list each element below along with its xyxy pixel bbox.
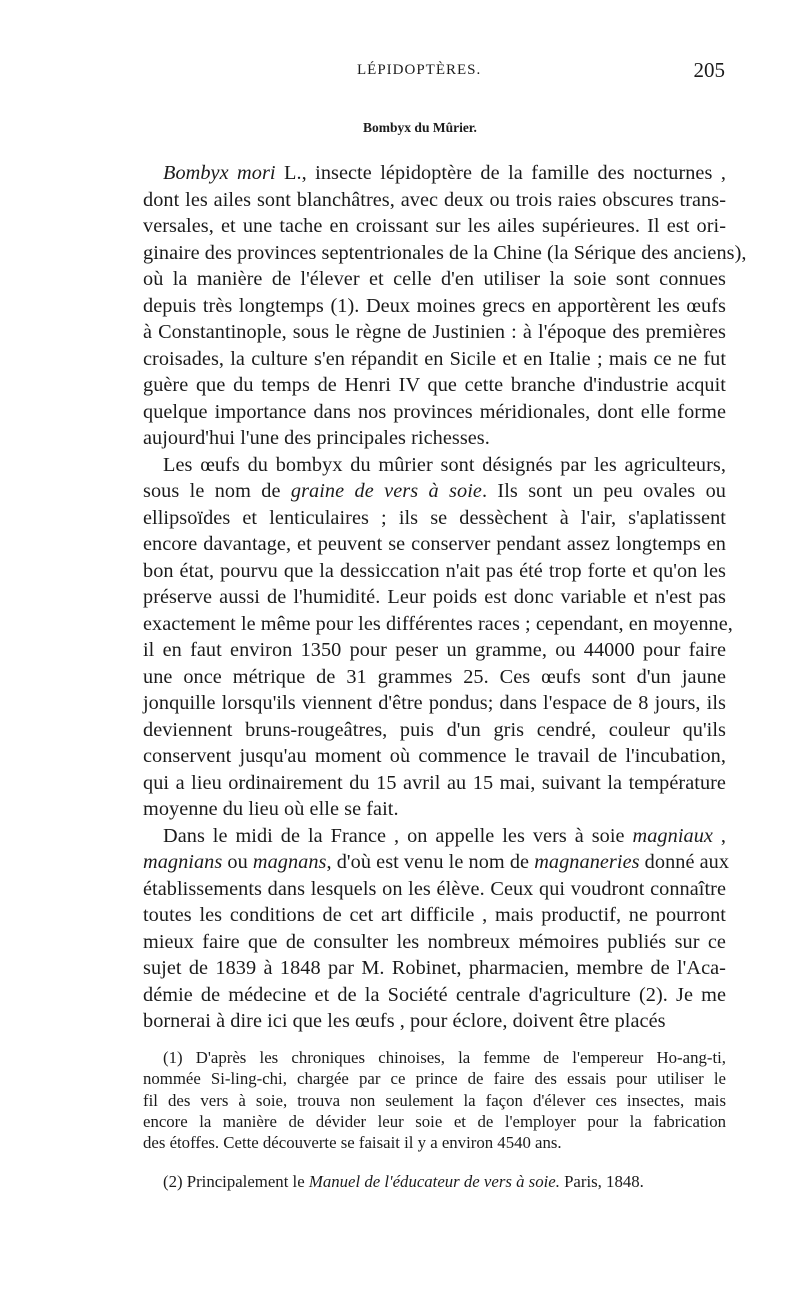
text-segment: fil des vers à soie, trouva non seulement la façon d'élever ces insectes, mais xyxy=(143,1090,726,1110)
footnotes xyxy=(143,1030,726,1209)
text-line xyxy=(143,346,726,373)
text-line xyxy=(143,478,726,505)
text-segment: encore la manière de dévider leur soie et de l'employer pour la fabrication xyxy=(143,1112,726,1132)
text-segment: conservent jusqu'au moment où commence le travail de l'incubation, xyxy=(143,745,726,767)
text-line xyxy=(143,1111,726,1132)
text-line xyxy=(143,796,726,823)
italic-text: magnans xyxy=(252,851,327,873)
text-line xyxy=(143,187,726,214)
text-segment: Les œufs du bombyx du mûrier sont désignés par les agriculteurs, xyxy=(163,453,726,476)
text-line xyxy=(143,637,726,664)
text-line xyxy=(143,293,726,320)
text-segment: ginaire des provinces septentrionales de la Chine (la Sérique des anciens), xyxy=(143,241,747,264)
text-line xyxy=(143,743,726,770)
page-header xyxy=(145,58,725,84)
text-line xyxy=(143,372,726,399)
italic-text: magnaneries xyxy=(534,851,640,873)
text-line xyxy=(143,955,726,982)
text-line xyxy=(143,929,726,956)
text-line xyxy=(143,425,726,452)
text-line xyxy=(143,452,726,479)
text-line xyxy=(143,213,726,240)
text-line xyxy=(143,319,726,346)
paragraph xyxy=(143,160,747,452)
text-segment: mieux faire que de consulter les nombreux mémoires publiés sur ce xyxy=(143,930,726,953)
text-line xyxy=(143,1047,726,1068)
italic-text: Manuel de l'éducateur de vers à soie. xyxy=(308,1171,560,1191)
text-segment: il en faut environ 1350 pour peser un gramme, ou 44000 pour faire xyxy=(143,639,726,661)
text-segment: établissements dans lesquels on les élève. Ceux qui voudront connaître xyxy=(143,877,726,900)
text-segment: , xyxy=(712,824,726,847)
text-segment: aujourd'hui l'une des principales richesses. xyxy=(143,427,490,449)
text-line xyxy=(143,558,726,585)
text-segment: Paris, 1848. xyxy=(559,1171,644,1191)
text-line xyxy=(143,690,726,717)
text-segment: jonquille lorsqu'ils viennent d'être pondus; dans l'espace de 8 jours, ils xyxy=(143,692,726,714)
text-line xyxy=(143,611,733,638)
text-segment: (2) Principalement le xyxy=(163,1171,309,1191)
text-segment: à Constantinople, sous le règne de Justinien : à l'époque des premières xyxy=(143,321,726,343)
text-segment: des étoffes. Cette découverte se faisait il y a environ 4540 ans. xyxy=(143,1133,562,1153)
running-title: LÉPIDOPTÈRES. xyxy=(357,62,482,78)
text-line xyxy=(143,584,726,611)
text-line xyxy=(143,399,726,426)
text-segment: préserve aussi de l'humidité. Leur poids est donc variable et n'est pas xyxy=(143,586,726,608)
text-segment: deviennent bruns-rougeâtres, puis d'un gris cendré, couleur qu'ils xyxy=(143,718,726,741)
italic-text: magnians xyxy=(143,851,223,873)
text-segment: sous le nom de xyxy=(143,480,291,502)
text-segment: quelque importance dans nos provinces méridionales, dont elle forme xyxy=(143,400,726,423)
text-line xyxy=(143,770,726,797)
text-line xyxy=(143,240,747,267)
text-segment: encore davantage, et peuvent se conserver pendant assez longtemps en xyxy=(143,533,726,555)
text-segment: depuis très longtemps (1). Deux moines grecs en apportèrent les œufs xyxy=(143,294,726,317)
text-segment: guère que du temps de Henri IV que cette branche d'industrie acquit xyxy=(143,374,726,396)
main-text xyxy=(143,160,747,1035)
text-line xyxy=(143,505,726,532)
text-segment: bornerai à dire ici que les œufs , pour éclore, doivent être placés xyxy=(143,1010,666,1032)
paragraph xyxy=(143,452,733,823)
text-segment: ou xyxy=(222,851,253,873)
text-line xyxy=(143,1171,726,1192)
text-segment: toutes les conditions de cet art difficile , mais productif, ne pourront xyxy=(143,904,726,926)
text-segment: sujet de 1839 à 1848 par M. Robinet, pharmacien, membre de l'Aca- xyxy=(143,957,726,979)
text-line xyxy=(143,849,730,876)
page-number: 205 xyxy=(693,58,725,82)
text-line xyxy=(143,982,726,1009)
text-segment: . Ils sont un peu ovales ou xyxy=(481,480,727,502)
text-segment: une once métrique de 31 grammes 25. Ces œufs sont d'un jaune xyxy=(143,665,726,688)
text-line xyxy=(143,876,726,903)
text-segment: Dans le midi de la France , on appelle les vers à soie xyxy=(163,824,633,847)
section-title: Bombyx du Mûrier. xyxy=(363,120,477,135)
text-line xyxy=(143,266,726,293)
text-segment: versales, et une tache en croissant sur les ailes supérieures. Il est ori- xyxy=(143,215,726,237)
text-segment: , d'où est venu le nom de xyxy=(326,851,535,873)
footnote xyxy=(143,1047,726,1154)
text-line xyxy=(143,1068,726,1089)
text-line xyxy=(143,1090,726,1111)
italic-text: graine de vers à soie xyxy=(290,480,482,502)
text-segment: où la manière de l'élever et celle d'en utiliser la soie sont connues xyxy=(143,268,726,290)
text-segment: (1) D'après les chroniques chinoises, la femme de l'empereur Ho-ang-ti, xyxy=(163,1047,726,1067)
text-segment: nommée Si-ling-chi, chargée par ce prince de faire des essais pour utiliser le xyxy=(143,1069,726,1089)
text-segment: dont les ailes sont blanchâtres, avec deux ou trois raies obscures trans- xyxy=(143,188,726,211)
text-segment: démie de médecine et de la Société centrale d'agriculture (2). Je me xyxy=(143,983,726,1006)
text-segment: qui a lieu ordinairement du 15 avril au 15 mai, suivant la température xyxy=(143,771,726,794)
text-line xyxy=(143,160,726,187)
text-line xyxy=(143,1132,726,1153)
italic-text: magniaux xyxy=(632,824,713,847)
text-segment: bon état, pourvu que la dessiccation n'ait pas été trop forte et qu'on les xyxy=(143,559,726,582)
italic-text: Bombyx mori xyxy=(163,162,276,184)
text-segment: moyenne du lieu où elle se fait. xyxy=(143,798,399,820)
paragraph xyxy=(143,823,730,1035)
text-segment: exactement le même pour les différentes races ; cependant, en moyenne, xyxy=(143,612,733,635)
text-line xyxy=(143,823,726,850)
text-line xyxy=(143,902,726,929)
text-line xyxy=(143,664,726,691)
text-segment: croisades, la culture s'en répandit en Sicile et en Italie ; mais ce ne fut xyxy=(143,347,726,370)
text-line xyxy=(143,531,726,558)
text-line xyxy=(143,717,726,744)
text-segment: donné aux xyxy=(639,851,730,873)
footnote xyxy=(143,1171,726,1192)
text-segment: L., insecte lépidoptère de la famille des nocturnes , xyxy=(275,162,726,184)
text-segment: ellipsoïdes et lenticulaires ; ils se dessèchent à l'air, s'aplatissent xyxy=(143,506,726,529)
